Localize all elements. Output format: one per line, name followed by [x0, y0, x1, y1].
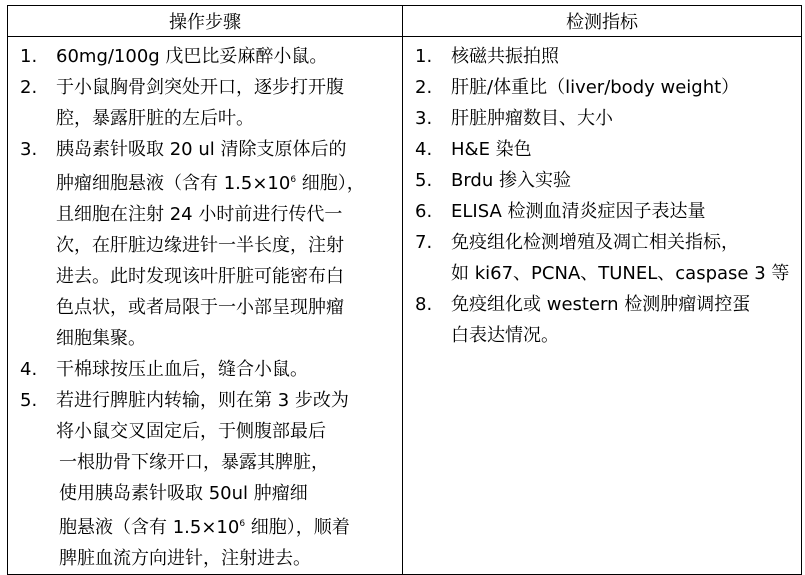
- list-item: [409, 165, 795, 196]
- item-line: 且细胞在注射 24 小时前进行传代一: [56, 204, 343, 225]
- list-item: [409, 103, 795, 134]
- item-number: 5.: [415, 170, 433, 191]
- item-line: 进去。此时发现该叶肝脏可能密布白: [56, 266, 344, 287]
- item-number: 3.: [415, 108, 433, 129]
- list-item: [14, 41, 396, 72]
- list-item: [409, 196, 795, 227]
- list-item: [409, 289, 795, 351]
- item-text: Brdu 掺入实验: [451, 170, 571, 191]
- item-number: 2.: [415, 77, 433, 98]
- item-line: 肿瘤细胞悬液（含有 1.5×10: [56, 173, 291, 194]
- item-line: 将小鼠交叉固定后，于侧腹部最后: [56, 421, 326, 442]
- item-line: 细胞），: [296, 173, 365, 194]
- list-item: [14, 354, 396, 385]
- item-text: 核磁共振拍照: [451, 46, 559, 67]
- item-line: 细胞），顺着: [245, 517, 350, 538]
- item-text: [451, 227, 795, 289]
- item-line: 如 ki67、PCNA、TUNEL、caspase 3 等: [451, 263, 790, 284]
- item-text: 肝脏肿瘤数目、大小: [451, 108, 613, 129]
- item-line: 免疫组化检测增殖及凋亡相关指标，: [451, 232, 739, 253]
- item-text: [56, 72, 396, 134]
- item-line: 干棉球按压止血后，缝合小鼠。: [56, 359, 308, 380]
- item-text: 肝脏/体重比（liver/body weight）: [451, 77, 740, 98]
- item-text: [56, 354, 396, 385]
- item-number: 8.: [415, 294, 433, 315]
- item-number: 3.: [20, 139, 38, 160]
- exponent: 6: [239, 519, 246, 529]
- item-line: 细胞集聚。: [56, 328, 146, 349]
- item-line: 胞悬液（含有 1.5×10: [59, 517, 240, 538]
- list-item: [409, 134, 795, 165]
- list-item: [409, 72, 795, 103]
- item-text: [56, 134, 396, 354]
- item-number: 5.: [20, 390, 38, 411]
- steps-cell: [8, 37, 403, 575]
- exponent: 6: [290, 175, 297, 185]
- item-text: ELISA 检测血清炎症因子表达量: [451, 201, 706, 222]
- list-item: [14, 134, 396, 354]
- item-text: [56, 385, 396, 574]
- indicators-list: [403, 37, 801, 351]
- item-line: 60mg/100g 戊巴比妥麻醉小鼠。: [56, 46, 328, 67]
- steps-list: [8, 37, 402, 574]
- item-text: [56, 41, 396, 72]
- item-line: 脾脏血流方向进针，注射进去。: [59, 548, 311, 569]
- item-number: 2.: [20, 77, 38, 98]
- list-item: [409, 41, 795, 72]
- item-line: 次，在肝脏边缘进针一半长度，注射: [56, 235, 344, 256]
- item-line: 若进行脾脏内转输，则在第 3 步改为: [56, 390, 349, 411]
- item-line: 于小鼠胸骨剑突处开口，逐步打开腹: [56, 77, 344, 98]
- item-number: 4.: [415, 139, 433, 160]
- header-indicators: 检测指标: [403, 6, 802, 37]
- header-row: [8, 6, 802, 37]
- list-item: [14, 385, 396, 574]
- item-text: H&E 染色: [451, 139, 532, 160]
- item-text: [451, 289, 795, 351]
- item-number: 1.: [20, 46, 38, 67]
- item-line: 腔，暴露肝脏的左后叶。: [56, 108, 254, 129]
- item-number: 6.: [415, 201, 433, 222]
- list-item: [14, 72, 396, 134]
- indicators-cell: [403, 37, 802, 575]
- protocol-table: [7, 5, 802, 575]
- header-steps: 操作步骤: [8, 6, 403, 37]
- list-item: [409, 227, 795, 289]
- body-row: [8, 37, 802, 575]
- item-line: 一根肋骨下缘开口，暴露其脾脏，: [59, 452, 329, 473]
- item-line: 免疫组化或 western 检测肿瘤调控蛋: [451, 294, 751, 315]
- item-line: 白表达情况。: [451, 325, 559, 346]
- item-number: 1.: [415, 46, 433, 67]
- item-line: 色点状，或者局限于一小部呈现肿瘤: [56, 297, 344, 318]
- item-number: 4.: [20, 359, 38, 380]
- item-number: 7.: [415, 232, 433, 253]
- item-line: 使用胰岛素针吸取 50ul 肿瘤细: [59, 483, 308, 504]
- item-line: 胰岛素针吸取 20 ul 清除支原体后的: [56, 139, 347, 160]
